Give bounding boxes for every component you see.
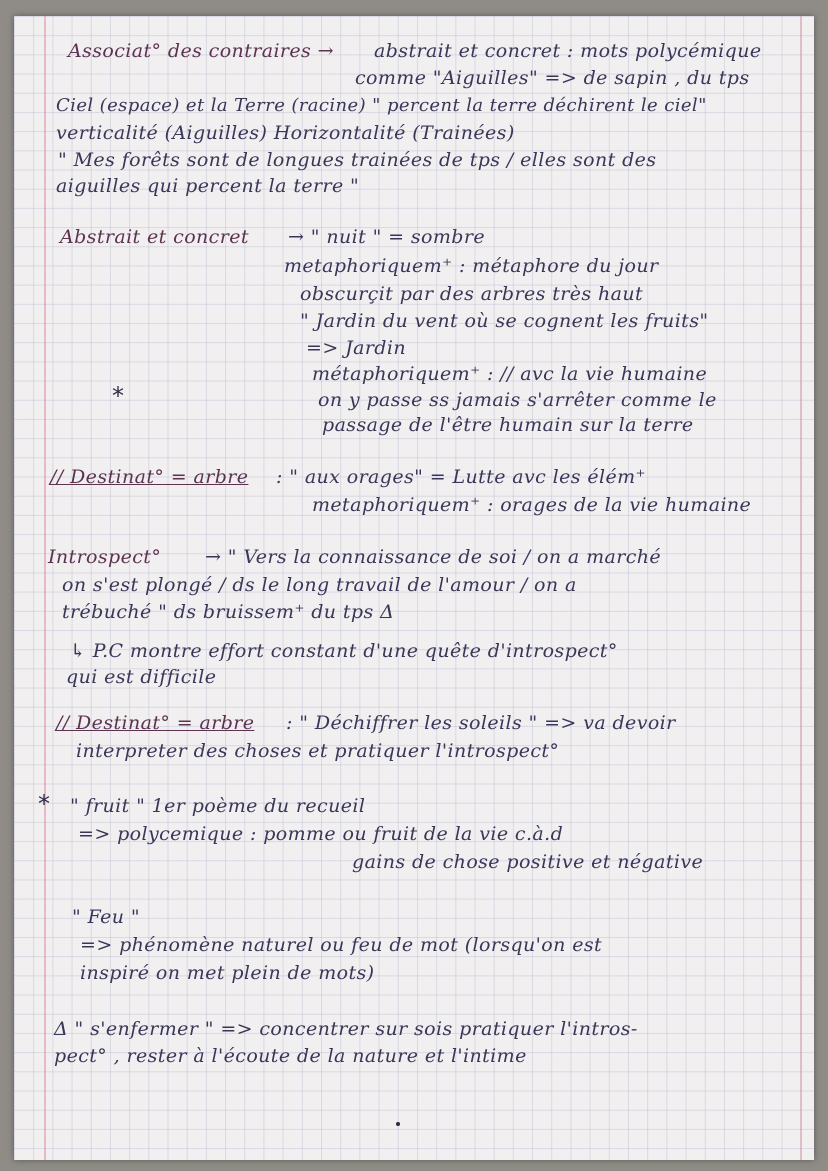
note-line: trébuché " ds bruissem⁺ du tps Δ [62,601,395,623]
note-line: on s'est plongé / ds le long travail de l'amour / on a [62,574,577,596]
note-line: qui est difficile [66,666,217,688]
note-line: : " Déchiffrer les soleils " => va devoir [286,712,676,734]
heading-abstract-concrete: Abstrait et concret [60,226,249,248]
note-line: pect° , rester à l'écoute de la nature et l'intime [54,1045,527,1067]
note-line: " Feu " [72,906,140,928]
note-line: → " Vers la connaissance de soi / on a marché [205,546,662,568]
right-margin-line [800,16,802,1160]
note-line: ↳ P.C montre effort constant d'une quête d'introspect° [70,640,618,662]
note-line: on y passe ss jamais s'arrêter comme le [318,389,717,411]
note-line: Ciel (espace) et la Terre (racine) " percent la terre déchirent le ciel" [56,95,707,116]
note-line: obscurçit par des arbres très haut [300,283,643,305]
note-line: => phénomène naturel ou feu de mot (lorsqu'on est [80,934,603,956]
heading-associations: Associat° des contraires → [68,40,334,62]
heading-destination-tree: // Destinat° = arbre [50,466,249,488]
asterisk-mark: * [112,382,124,410]
note-line: passage de l'être humain sur la terre [322,414,694,436]
note-line: verticalité (Aiguilles) Horizontalité (Trainées) [56,122,515,144]
asterisk-mark: * [38,790,50,818]
note-line: abstrait et concret : mots polycémique [374,40,762,62]
note-line: => Jardin [306,337,406,359]
note-line: gains de chose positive et négative [352,851,704,873]
heading-introspection: Introspect° [48,546,162,568]
note-line: métaphoriquem⁺ : // avc la vie humaine [312,363,708,385]
ink-dot [396,1122,400,1126]
note-line: aiguilles qui percent la terre " [56,175,360,197]
note-line: Δ " s'enfermer " => concentrer sur sois pratiquer l'intros- [54,1018,638,1040]
note-line: → " nuit " = sombre [288,226,485,248]
note-line: " fruit " 1er poème du recueil [70,795,366,817]
note-line: " Mes forêts sont de longues trainées de tps / elles sont des [58,149,657,171]
note-line: metaphoriquem⁺ : orages de la vie humaine [312,494,752,516]
note-line: interpreter des choses et pratiquer l'introspect° [76,740,560,762]
note-line: " Jardin du vent où se cognent les fruits" [300,310,709,332]
heading-destination-tree-2: // Destinat° = arbre [56,712,255,734]
left-margin-line [44,16,46,1160]
note-line: inspiré on met plein de mots) [80,962,375,984]
note-line: => polycemique : pomme ou fruit de la vie c.à.d [78,823,564,845]
note-line: metaphoriquem⁺ : métaphore du jour [284,255,659,277]
note-line: : " aux orages" = Lutte avc les élém⁺ [276,466,646,488]
note-line: comme "Aiguilles" => de sapin , du tps [355,67,750,89]
